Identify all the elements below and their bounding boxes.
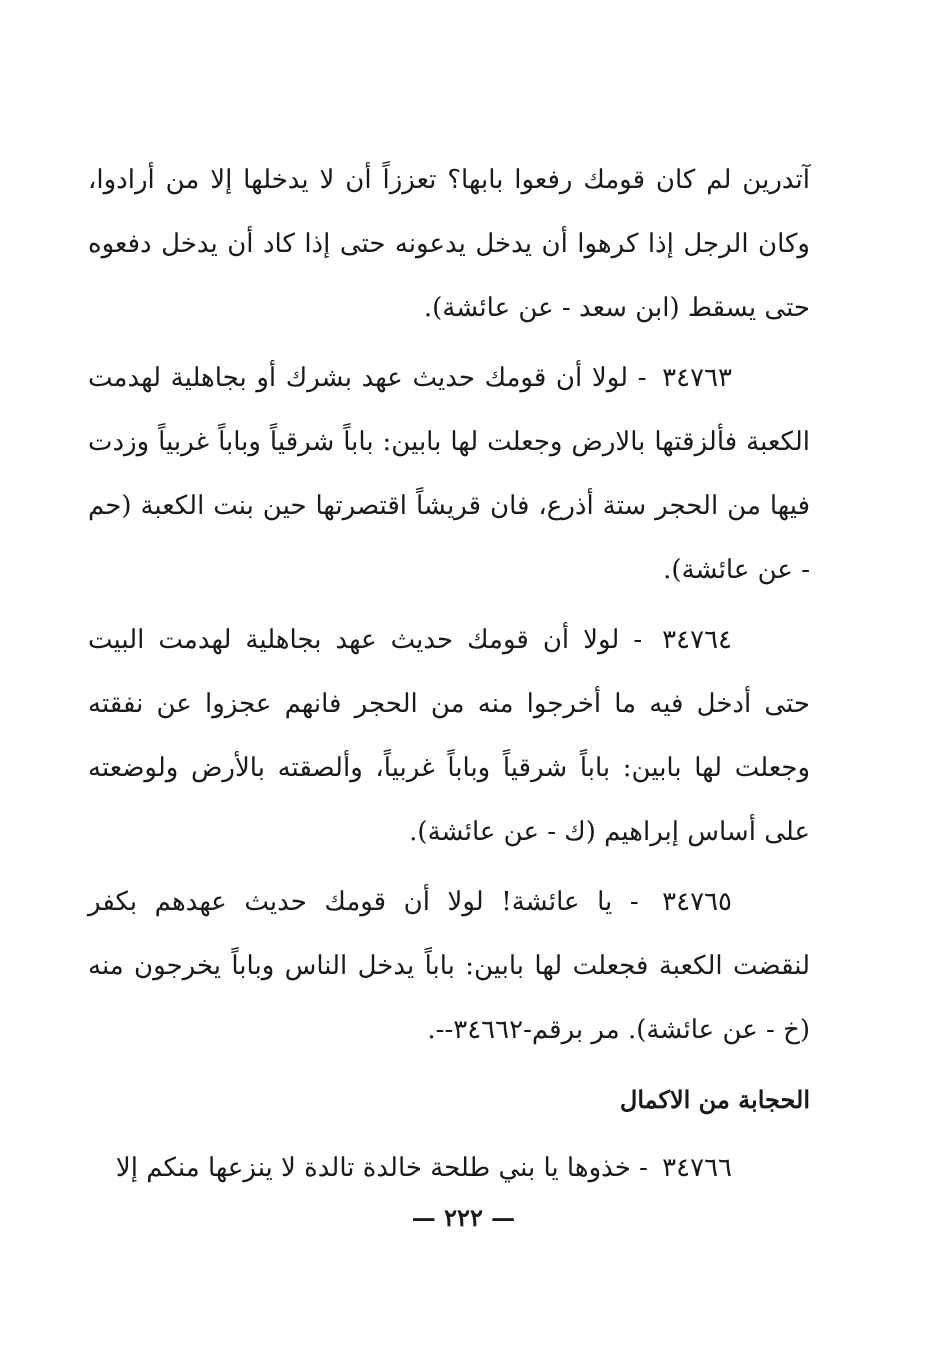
paragraph-text: - يا عائشة! لولا أن قومك حديث عهدهم بكفر لنقضت الكعبة فجعلت لها بابين: باباً يدخل الناس وباباً يخرجون منه (خ - عن عائشة). مر برقم-٣٤٦٦٢--. [88,887,810,1045]
paragraph-text: آتدرين لم كان قومك رفعوا بابها؟ تعززاً أن لا يدخلها إلا من أرادوا، وكان الرجل إذا كرهوا أن يدخل يدعونه حتى إذا كاد أن يدخل دفعوه حتى يسقط (ابن سعد - عن عائشة). [88,165,810,323]
hadith-paragraph [88,346,810,602]
hadith-paragraph [88,1136,810,1200]
section-heading: الحجابة من الاكمال [619,1085,810,1114]
hadith-number: ٣٤٧٦٦ [662,1153,732,1183]
hadith-number: ٣٤٧٦٣ [662,363,732,393]
hadith-number: ٣٤٧٦٥ [662,887,732,917]
page-number: — ٢٢٢ — [411,1203,516,1232]
paragraph-text: - خذوها يا بني طلحة خالدة تالدة لا ينزعها منكم إلا [115,1153,648,1183]
paragraph-text: - لولا أن قومك حديث عهد بجاهلية لهدمت البيت حتى أدخل فيه ما أخرجوا منه من الحجر فانهم عجزوا عن نفقته وجعلت لها بابين: باباً شرقياً وباباً غربياً، وألصقته بالأرض ولوضعته على أساس إبراهيم (ك - عن عائشة). [88,625,810,847]
body-text [88,148,810,1200]
hadith-paragraph [88,608,810,864]
hadith-paragraph [88,870,810,1062]
hadith-number: ٣٤٧٦٤ [662,625,732,655]
paragraph-text: - لولا أن قومك حديث عهد بشرك أو بجاهلية لهدمت الكعبة فألزقتها بالارض وجعلت لها بابين: باباً شرقياً وباباً غربياً وزدت فيها من الحجر ستة أذرع، فان قريشاً اقتصرتها حين بنت الكعبة (حم - عن عائشة). [88,363,810,585]
paragraph-continuation [88,148,810,340]
